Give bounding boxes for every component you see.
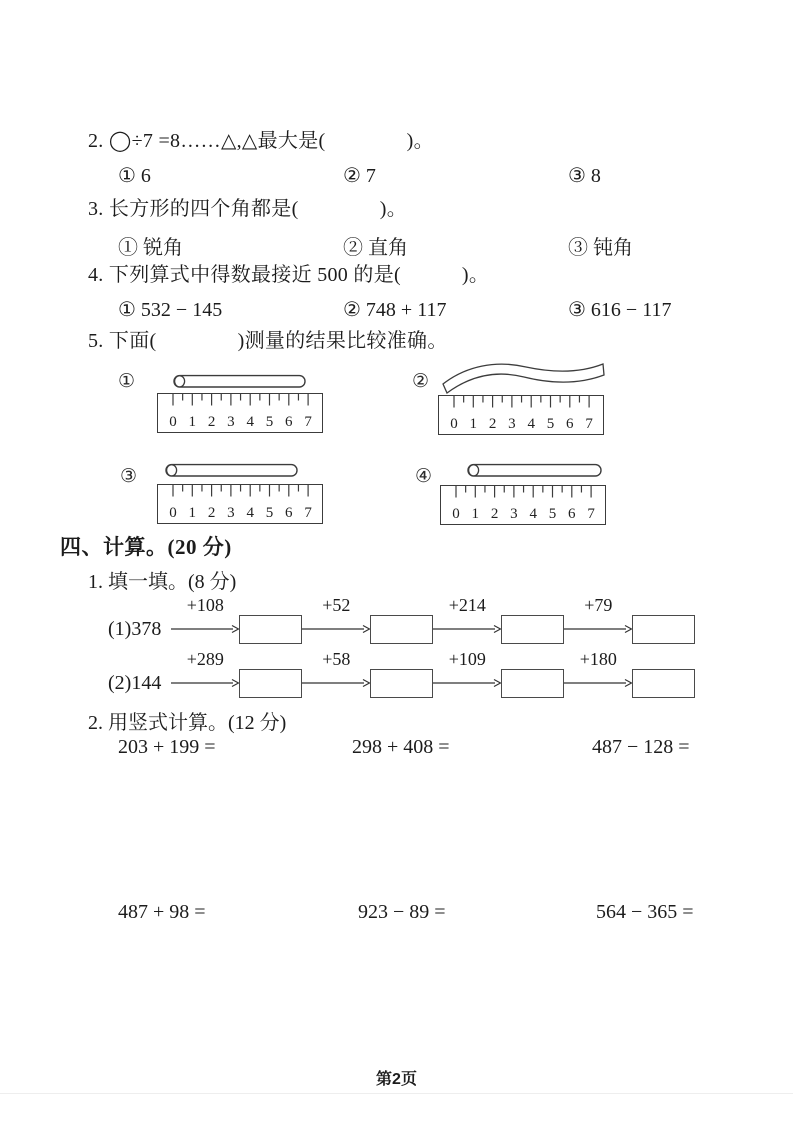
- section-4-sub2: 2. 用竖式计算。(12 分): [88, 712, 287, 734]
- question-3-text: 3. 长方形的四个角都是( )。: [88, 198, 408, 220]
- chain-1-start: (1)378: [108, 617, 162, 640]
- ruler-number: 0: [452, 506, 460, 522]
- rod-object-icon: [170, 373, 308, 390]
- q4-option-3: ③ 616 − 117: [568, 299, 672, 321]
- ruler-number: 5: [548, 506, 557, 522]
- q3-option-3: ③ 钝角: [568, 237, 633, 259]
- ruler-number: 1: [471, 506, 480, 522]
- ruler-scale-numbers: [158, 503, 322, 521]
- ruler-number: 0: [450, 416, 458, 432]
- arrow-right-icon: [433, 678, 501, 688]
- chain-op-label: +214: [448, 595, 486, 615]
- ruler-scale-numbers: [439, 414, 603, 432]
- chain-2-start: (2)144: [108, 671, 162, 694]
- answer-box[interactable]: [501, 615, 564, 644]
- section-4-title: 四、计算。(20 分): [60, 535, 232, 559]
- ruler-number: 4: [529, 506, 537, 522]
- ruler-number: 1: [188, 414, 197, 430]
- answer-box[interactable]: [239, 615, 302, 644]
- ruler-ticks: [439, 395, 605, 409]
- q4-option-1: ① 532 − 145: [118, 299, 223, 321]
- ruler-number: 3: [508, 416, 516, 432]
- calc-row-2: [0, 901, 793, 929]
- measure-figure-2: [410, 364, 630, 438]
- q3-option-1: ① 锐角: [118, 237, 183, 259]
- page-bottom-divider: [0, 1093, 793, 1094]
- measure-figure-3: [116, 455, 336, 527]
- answer-box[interactable]: [501, 669, 564, 698]
- measure-figure-1: [116, 364, 336, 436]
- page-number: 第2页: [376, 1071, 417, 1088]
- ruler-number: 7: [587, 506, 595, 522]
- arrow-right-icon: [171, 624, 239, 634]
- chain-op-label: +108: [186, 595, 224, 615]
- fill-chain-2: [108, 649, 695, 699]
- figure-1-tag: ①: [118, 371, 136, 392]
- ruler-number: 4: [527, 416, 535, 432]
- calc-expression: 203 + 199 =: [118, 736, 216, 758]
- chain-2-step-4: [564, 649, 632, 699]
- chain-op-label: +289: [186, 649, 224, 669]
- arrow-right-icon: [171, 678, 239, 688]
- ruler-number: 6: [566, 416, 574, 432]
- question-5-text: 5. 下面( )测量的结果比较准确。: [88, 330, 448, 352]
- q4-option-2: ② 748 + 117: [343, 299, 447, 321]
- chain-op-label: +79: [584, 595, 613, 615]
- calc-expression: 298 + 408 =: [352, 736, 450, 758]
- calc-expression: 564 − 365 =: [596, 901, 694, 923]
- ruler-number: 6: [568, 506, 576, 522]
- chain-op-label: +52: [322, 595, 351, 615]
- answer-box[interactable]: [632, 669, 695, 698]
- q2-option-1: ① 6: [118, 165, 151, 187]
- ruler-number: 4: [246, 505, 254, 521]
- figure-3-tag: ③: [120, 466, 138, 487]
- ruler-2: [438, 395, 604, 435]
- chain-2-step-1: [171, 649, 239, 699]
- ruler-number: 0: [169, 505, 177, 521]
- ruler-number: 6: [285, 414, 293, 430]
- ruler-scale-numbers: [158, 412, 322, 430]
- question-4-options: [0, 297, 793, 325]
- fill-chain-1: [108, 595, 695, 645]
- ruler-scale-numbers: [441, 504, 605, 522]
- ruler-number: 3: [227, 414, 235, 430]
- calc-row-1: [0, 736, 793, 764]
- chain-2-step-2: [302, 649, 370, 699]
- ruler-number: 7: [304, 414, 312, 430]
- ruler-number: 2: [490, 506, 499, 522]
- ruler-number: 3: [510, 506, 518, 522]
- measure-figure-4: [413, 455, 633, 527]
- ruler-number: 1: [469, 416, 478, 432]
- ruler-ticks: [158, 393, 324, 407]
- ruler-number: 7: [304, 505, 312, 521]
- figure-2-tag: ②: [412, 371, 430, 392]
- ruler-4: [440, 485, 606, 525]
- chain-1-step-3: [433, 595, 501, 645]
- ruler-number: 5: [546, 416, 555, 432]
- calc-expression: 487 + 98 =: [118, 901, 206, 923]
- ruler-number: 2: [207, 505, 216, 521]
- ruler-number: 6: [285, 505, 293, 521]
- question-2-text: 2. ◯÷7 =8……△,△最大是( )。: [88, 130, 434, 152]
- calc-expression: 923 − 89 =: [358, 901, 446, 923]
- q2-option-3: ③ 8: [568, 165, 601, 187]
- arrow-right-icon: [433, 624, 501, 634]
- figure-4-tag: ④: [415, 466, 433, 487]
- chain-op-label: +109: [448, 649, 486, 669]
- chain-op-label: +58: [322, 649, 351, 669]
- calc-expression: 487 − 128 =: [592, 736, 690, 758]
- ruler-number: 5: [265, 414, 274, 430]
- arrow-right-icon: [564, 624, 632, 634]
- ruler-number: 5: [265, 505, 274, 521]
- ruler-number: 1: [188, 505, 197, 521]
- chain-op-label: +180: [579, 649, 617, 669]
- wavy-ribbon-object-icon: [438, 359, 610, 397]
- question-4-text: 4. 下列算式中得数最接近 500 的是( )。: [88, 264, 490, 286]
- question-3-options: [0, 231, 793, 259]
- question-2-options: [0, 163, 793, 191]
- ruler-number: 2: [488, 416, 497, 432]
- chain-1-step-1: [171, 595, 239, 645]
- answer-box[interactable]: [239, 669, 302, 698]
- q3-option-2: ② 直角: [343, 237, 408, 259]
- ruler-number: 0: [169, 414, 177, 430]
- arrow-right-icon: [564, 678, 632, 688]
- section-4-sub1: 1. 填一填。(8 分): [88, 571, 237, 593]
- ruler-1: [157, 393, 323, 433]
- chain-1-step-4: [564, 595, 632, 645]
- answer-box[interactable]: [632, 615, 695, 644]
- ruler-number: 4: [246, 414, 254, 430]
- rod-object-icon: [162, 462, 300, 479]
- chain-2-step-3: [433, 649, 501, 699]
- ruler-number: 7: [585, 416, 593, 432]
- arrow-right-icon: [302, 624, 370, 634]
- ruler-ticks: [441, 485, 607, 499]
- rod-object-icon: [464, 462, 604, 479]
- answer-box[interactable]: [370, 615, 433, 644]
- ruler-3: [157, 484, 323, 524]
- arrow-right-icon: [302, 678, 370, 688]
- ruler-ticks: [158, 484, 324, 498]
- answer-box[interactable]: [370, 669, 433, 698]
- q2-option-2: ② 7: [343, 165, 376, 187]
- ruler-number: 2: [207, 414, 216, 430]
- chain-1-step-2: [302, 595, 370, 645]
- ruler-number: 3: [227, 505, 235, 521]
